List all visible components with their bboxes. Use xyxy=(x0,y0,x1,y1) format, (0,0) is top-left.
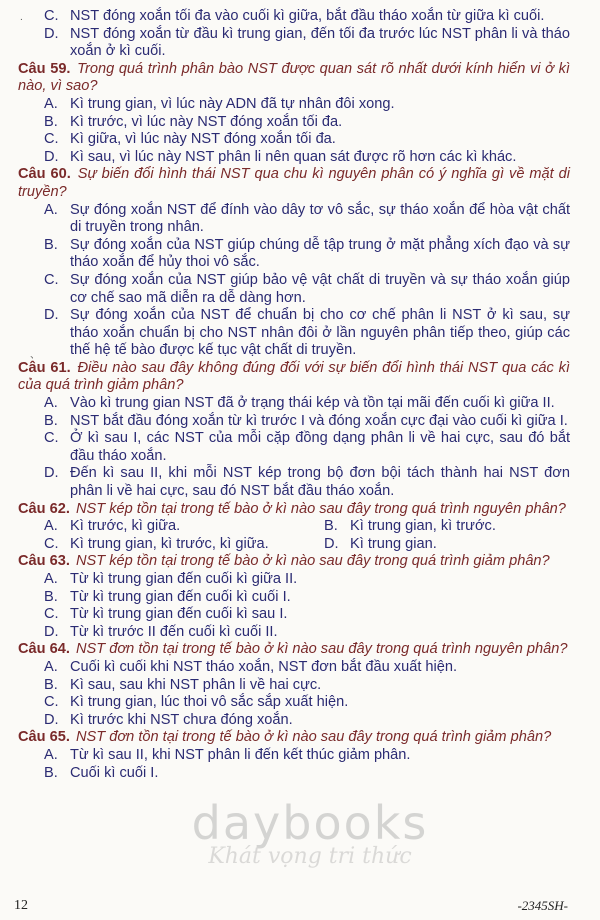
option-text: Đến kì sau II, khi mỗi NST kép trong bộ đơn bội tách thành hai NST đơn phân li về hai cực, sau đó NST bắt đầu tháo xoắn. xyxy=(70,465,570,500)
option-row xyxy=(0,536,600,554)
option-list xyxy=(0,395,600,501)
option-list xyxy=(0,659,600,729)
option-text: Sự đóng xoắn của NST giúp chúng dễ tập trung ở mặt phẳng xích đạo và sự tháo xoắn để hủy thoi vô sắc. xyxy=(70,236,570,271)
option-letter: A. xyxy=(44,746,58,763)
question-58-continued xyxy=(0,8,600,61)
question-number: Câu 61. xyxy=(18,359,71,376)
option-letter: A. xyxy=(44,658,58,675)
option-a xyxy=(0,395,600,413)
option-d xyxy=(0,465,600,500)
question-stem xyxy=(0,729,600,747)
option-letter: C. xyxy=(44,8,59,24)
option-letter: C. xyxy=(44,271,59,288)
scan-mark: 、 xyxy=(30,350,40,361)
option-letter: D. xyxy=(44,25,59,42)
option-d xyxy=(320,536,600,554)
option-letter: B. xyxy=(44,676,58,693)
option-text: Kì sau, sau khi NST phân li về hai cực. xyxy=(70,676,322,693)
option-text: Từ kì trung gian đến cuối kì cuối I. xyxy=(70,588,291,605)
question-62 xyxy=(0,501,600,554)
option-c xyxy=(0,536,320,554)
option-text: Kì trước, vì lúc này NST đóng xoắn tối đa. xyxy=(70,113,343,130)
option-text: NST đóng xoắn tối đa vào cuối kì giữa, bắt đầu tháo xoắn từ giữa kì cuối. xyxy=(70,8,545,24)
option-letter: C. xyxy=(44,430,59,447)
option-b xyxy=(0,114,600,132)
option-c xyxy=(0,272,600,307)
option-letter: B. xyxy=(44,236,58,253)
question-65 xyxy=(0,729,600,782)
question-number: Câu 59. xyxy=(18,60,71,77)
option-a xyxy=(0,202,600,237)
question-text: Sự biến đổi hình thái NST qua chu kì nguyên phân có ý nghĩa gì về mặt di truyền? xyxy=(18,166,570,200)
document-code: -2345SH- xyxy=(517,898,568,913)
option-a xyxy=(0,96,600,114)
option-text: Kì trung gian, kì trước. xyxy=(350,518,496,535)
option-c xyxy=(0,131,600,149)
option-list xyxy=(0,747,600,782)
option-letter: A. xyxy=(44,571,58,587)
option-a xyxy=(0,747,600,765)
option-d xyxy=(0,307,600,360)
question-59 xyxy=(0,61,600,167)
option-letter: A. xyxy=(44,518,58,535)
question-stem xyxy=(0,61,600,96)
scan-mark: . xyxy=(20,12,23,23)
option-text: Kì sau, vì lúc này NST phân li nên quan sát được rõ hơn các kì khác. xyxy=(70,148,517,165)
question-stem xyxy=(0,360,600,395)
question-stem xyxy=(0,501,600,519)
option-d xyxy=(0,26,600,61)
option-text: Sự đóng xoắn của NST để chuẩn bị cho cơ chế phân li NST ở kì sau, sự tháo xoắn chuẩn bị cho NST nhân đôi ở lần nguyên phân tiếp theo, giúp các thế hệ tế bào được kế tục vật chất di truyền. xyxy=(70,307,570,359)
option-b xyxy=(0,589,600,607)
option-a xyxy=(0,659,600,677)
question-stem xyxy=(0,553,600,571)
option-b xyxy=(0,677,600,695)
question-61 xyxy=(0,360,600,501)
option-c xyxy=(0,694,600,712)
option-text: Từ kì trung gian đến cuối kì giữa II. xyxy=(70,571,298,587)
option-text: Cuối kì cuối I. xyxy=(70,764,159,781)
option-text: Sự đóng xoắn của NST giúp bảo vệ vật chất di truyền và sự tháo xoắn giúp cơ chế sao mã diễn ra dễ dàng hơn. xyxy=(70,271,570,306)
question-number: Câu 65. xyxy=(18,729,70,746)
option-b xyxy=(0,765,600,783)
option-letter: D. xyxy=(44,711,59,728)
option-list xyxy=(0,571,600,641)
option-letter: B. xyxy=(44,764,58,781)
option-text: Kì trung gian. xyxy=(350,535,437,552)
option-letter: D. xyxy=(324,535,339,552)
question-text: NST kép tồn tại trong tế bào ở kì nào sau đây trong quá trình nguyên phân? xyxy=(75,500,566,517)
option-d xyxy=(0,712,600,730)
option-text: Sự đóng xoắn NST để đính vào dây tơ vô sắc, sự tháo xoắn để hòa vật chất di truyền trong nhân. xyxy=(70,201,570,236)
option-list xyxy=(0,202,600,360)
question-stem xyxy=(0,641,600,659)
option-b xyxy=(0,413,600,431)
option-a xyxy=(0,518,320,536)
question-text: NST đơn tồn tại trong tế bào ở kì nào sau đây trong quá trình giảm phân? xyxy=(75,729,552,746)
question-63 xyxy=(0,553,600,641)
question-number: Câu 62. xyxy=(18,500,70,517)
option-a xyxy=(0,571,600,589)
option-text: Kì trước, kì giữa. xyxy=(70,518,181,535)
option-c xyxy=(0,8,600,26)
option-letter: A. xyxy=(44,95,58,112)
question-60 xyxy=(0,166,600,360)
option-list xyxy=(0,96,600,166)
page-number: 12 xyxy=(14,898,28,913)
option-c xyxy=(0,606,600,624)
option-text: Kì trung gian, kì trước, kì giữa. xyxy=(70,535,269,552)
option-text: Cuối kì cuối khi NST tháo xoắn, NST đơn bắt đầu xuất hiện. xyxy=(70,658,458,675)
option-text: Từ kì sau II, khi NST phân li đến kết thúc giảm phân. xyxy=(70,746,411,763)
option-letter: D. xyxy=(44,148,59,165)
option-d xyxy=(0,149,600,167)
option-letter: D. xyxy=(44,623,59,640)
option-list xyxy=(0,8,600,61)
option-letter: B. xyxy=(324,518,338,535)
option-text: Kì trung gian, lúc thoi vô sắc sắp xuất hiện. xyxy=(70,694,349,711)
option-text: Vào kì trung gian NST đã ở trạng thái kép và tồn tại mãi đến cuối kì giữa II. xyxy=(70,395,555,412)
question-list xyxy=(0,8,600,782)
watermark xyxy=(160,796,460,869)
option-letter: C. xyxy=(44,131,59,148)
option-b xyxy=(320,518,600,536)
option-text: NST đóng xoắn từ đầu kì trung gian, đến tối đa trước lúc NST phân li và tháo xoắn ở kì cuối. xyxy=(70,25,570,60)
option-text: NST bắt đầu đóng xoắn từ kì trước I và đóng xoắn cực đại vào cuối kì giữa I. xyxy=(70,412,568,429)
option-letter: B. xyxy=(44,113,58,130)
option-b xyxy=(0,237,600,272)
option-row xyxy=(0,518,600,536)
question-number: Câu 60. xyxy=(18,166,71,183)
option-letter: D. xyxy=(44,465,59,482)
question-text: NST đơn tồn tại trong tế bào ở kì nào sau đây trong quá trình nguyên phân? xyxy=(75,641,568,658)
option-text: Từ kì trước II đến cuối kì cuối II. xyxy=(70,623,278,640)
option-letter: B. xyxy=(44,588,58,605)
option-text: Từ kì trung gian đến cuối kì sau I. xyxy=(70,606,288,623)
option-text: Ở kì sau I, các NST của mỗi cặp đồng dạng phân li về hai cực, sau đó bắt đầu tháo xoắn. xyxy=(70,430,570,464)
question-text: Điều nào sau đây không đúng đối với sự biến đổi hình thái NST qua các kì của quá trình giảm phân? xyxy=(18,359,570,394)
option-letter: C. xyxy=(44,694,59,711)
option-c xyxy=(0,430,600,465)
question-text: Trong quá trình phân bào NST được quan sát rõ nhất dưới kính hiển vi ở kì nào, vì sao? xyxy=(18,60,570,95)
question-number: Câu 64. xyxy=(18,641,70,658)
option-text: Kì trung gian, vì lúc này ADN đã tự nhân đôi xong. xyxy=(70,95,395,112)
watermark-slogan: Khát vọng tri thức xyxy=(208,844,412,869)
option-text: Kì trước khi NST chưa đóng xoắn. xyxy=(70,711,293,728)
question-stem xyxy=(0,166,600,201)
option-letter: C. xyxy=(44,535,59,552)
watermark-logo-text: daybooks xyxy=(191,796,429,850)
option-letter: A. xyxy=(44,201,58,218)
option-text: Kì giữa, vì lúc này NST đóng xoắn tối đa. xyxy=(70,131,336,148)
option-letter: A. xyxy=(44,395,58,412)
option-d xyxy=(0,624,600,642)
option-letter: B. xyxy=(44,412,58,429)
question-64 xyxy=(0,641,600,729)
question-number: Câu 63. xyxy=(18,553,70,570)
option-letter: C. xyxy=(44,606,59,623)
question-text: NST kép tồn tại trong tế bào ở kì nào sau đây trong quá trình giảm phân? xyxy=(75,553,550,570)
option-letter: D. xyxy=(44,307,59,324)
